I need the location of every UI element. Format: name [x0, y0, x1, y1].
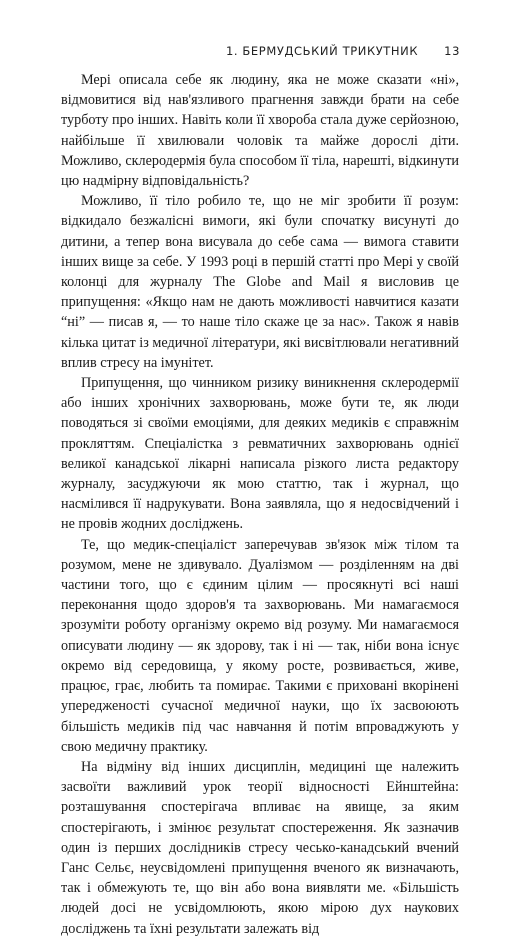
body-text	[61, 70, 459, 939]
chapter-title: 1. БЕРМУДСЬКИЙ ТРИКУТНИК	[226, 44, 419, 58]
running-head	[60, 44, 460, 58]
paragraph: На відміну від інших дисциплін, медицині ще належить засвоїти важливий урок теорії відносності Ейнштейна: розташування спостерігача впливає на явище, за яким спостерігають, і змінює результат спостереження. Як зазначив один із перших дослідників стресу чесько-канадський вчений Ганс Сельє, неусвідомлені припущення вченого як визначають, так і обмежують те, що він або вона виявляти ме. «Більшість людей досі не усвідомлюють, якою мірою дух наукових досліджень та їхні результати залежать від	[61, 758, 459, 937]
paragraph: Те, що медик-спеціаліст заперечував зв'язок між тілом та розумом, мене не здивувало. Дуалізмом — розділенням на дві частини того, що є єдиним цілим — просякнуті всі наші переконання щодо здоров'я та захворювань. Ми намагаємося зрозуміти роботу організму окремо від розуму. Ми намагаємося описувати людину — як здорову, так і ні — так, ніби вона існує окремо від середовища, у якому росте, розвивається, живе, працює, грає, любить та помирає. Такими є приховані вкорінені упередженості сучасної медичної науки, що їх засвоюють більшість медиків під час навчання й потім впроваджують у свою медичну практику.	[61, 536, 459, 755]
page-number: 13	[444, 44, 460, 58]
paragraph: Припущення, що чинником ризику виникнення склеродермії або інших хронічних захворювань, може бути те, як люди поводяться зі своїми емоціями, для деяких медиків є справжнім прокляттям. Спеціалістка з ревматичних захворювань однієї великої канадської лікарні написала різкого листа редактору журналу, засуджуючи як мою статтю, так і журнал, що насмілився її надрукувати. Вона заявляла, що я недосвідчений і не провів жодних досліджень.	[61, 375, 459, 533]
paragraph: Мері описала себе як людину, яка не може сказати «ні», відмовитися від нав'язливого прагнення завжди брати на себе турботу про інших. Навіть коли її хвороба стала дуже серйозною, найбільше її хвилювали чоловік та майже дорослі діти. Можливо, склеродермія була способом її тіла, нарешті, відкинути цю надмірну відповідальність?	[61, 72, 459, 190]
paragraph: Можливо, її тіло робило те, що не міг зробити її розум: відкидало безжалісні вимоги, які були спочатку висунуті до дитини, а тепер вона висувала до себе сама — вимога ставити інших вище за себе. У 1993 році в першій статті про Мері у своїй колонці для журналу The Globe and Mail я висловив це припущення: «Якщо нам не дають можливості навчитися казати “ні” — писав я, — то наше тіло скаже це за нас». Також я навів кілька цитат із медичної літератури, які висвітлювали негативний вплив стресу на імунітет.	[61, 193, 459, 371]
